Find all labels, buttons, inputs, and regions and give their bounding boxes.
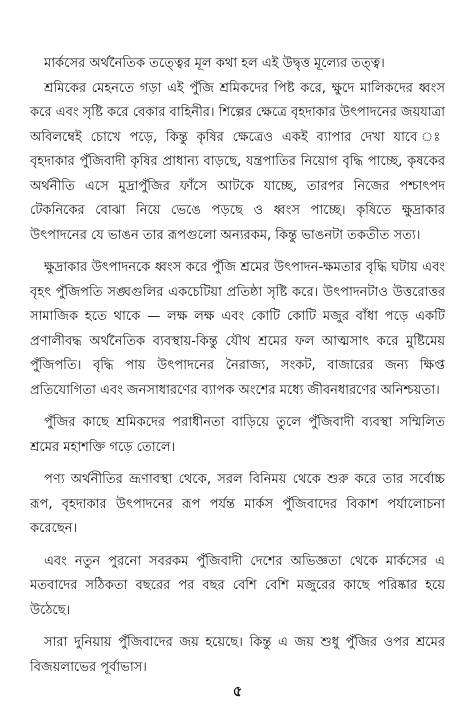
paragraph-experience: এবং নতুন পুরনো সবরকম পুঁজিবাদী দেশের অভিজ্ঞতা থেকে মার্কসের এ মতবাদের সঠিকতা বছরের পর বছর বেশি বেশি মজুরের কাছে পরিষ্কার হয়ে উঠেছে। [30, 553, 445, 618]
page-number: ৫ [232, 682, 243, 700]
paragraph-small-production: ক্ষুদ্রাকার উৎপাদনকে ধ্বংস করে পুঁজি শ্রমের উৎপাদন-ক্ষমতার বৃদ্ধি ঘটায় এবং বৃহৎ পুঁজিপতি সঙ্ঘগুলির একচেটিয়া প্রতিষ্ঠা সৃষ্টি করে। উৎপাদনটাও উত্তরোত্তর সামাজিক হতে থাকে — লক্ষ লক্ষ এবং কোটি কোটি মজুর বাঁধা পড়ে একটি প্রণালীবদ্ধ অর্থনৈতিক ব্যবস্থায়-কিন্তু যৌথ শ্রমের ফল আত্মসাৎ করে মুষ্টিমেয় পুঁজিপতি। বৃদ্ধি পায় উৎপাদনের নৈরাজ্য, সংকট, বাজারের জন্য ক্ষিপ্ত প্রতিযোগিতা এবং জনসাধারণের ব্যাপক অংশের মধ্যে জীবনধারণের অনিশ্চয়তা। [30, 260, 445, 398]
paragraph-victory: সারা দুনিয়ায় পুঁজিবাদের জয় হয়েছে। কিন্তু এ জয় শুধু পুঁজির ওপর শ্রমের বিজয়লাভের পূর্বাভাস। [30, 635, 445, 675]
paragraph-capital-crushes-workers: শ্রমিকের মেহনতে গড়া এই পুঁজি শ্রমিকদের পিষ্ট করে, ক্ষুদে মালিকদের ধ্বংস করে এবং সৃষ্টি করে বেকার বাহিনীর। শিল্পের ক্ষেত্রে বৃহদাকার উৎপাদনের জয়যাত্রা অবিলম্বেই চোখে পড়ে, কিন্তু কৃষির ক্ষেত্রেও একই ব্যাপার দেখা যাবে ঃ বৃহদাকার পুঁজিবাদী কৃষির প্রাধান্য বাড়ছে, যন্ত্রপাতির নিয়োগ বৃদ্ধি পাচ্ছে, কৃষকের অর্থনীতি এসে মুদ্রাপুঁজির ফাঁসে আটকে যাচ্ছে, তারপর নিজের পশ্চাৎপদ টেকনিকের বোঝা নিয়ে ভেঙে পড়ছে ও ধ্বংস পাচ্ছে। কৃষিতে ক্ষুদ্রাকার উৎপাদনের যে ভাঙন তার রূপগুলো অন্যরকম, কিন্তু ভাঙনটা তকতীত সত্য। [30, 80, 445, 243]
page-body [30, 52, 445, 688]
paragraph-workers-dependence: পুঁজির কাছে শ্রমিকদের পরাধীনতা বাড়িয়ে তুলে পুঁজিবাদী ব্যবস্থা সম্মিলিত শ্রমের মহাশক্তি গড়ে তোলে। [30, 415, 445, 455]
paragraph-intro: মার্কসের অর্থনৈতিক তত্ত্বের মূল কথা হল এই উদ্বৃত্ত মূল্যের তত্ত্ব। [44, 56, 385, 71]
paragraph-commodity-economy: পণ্য অর্থনীতির ভ্রূণাবস্থা থেকে, সরল বিনিময় থেকে শুরু করে তার সর্বোচ্চ রূপ, বৃহদাকার উৎপাদনের রূপ পর্যন্ত মার্কস পুঁজিবাদের বিকাশ পর্যালোচনা করেছেন। [30, 472, 445, 536]
